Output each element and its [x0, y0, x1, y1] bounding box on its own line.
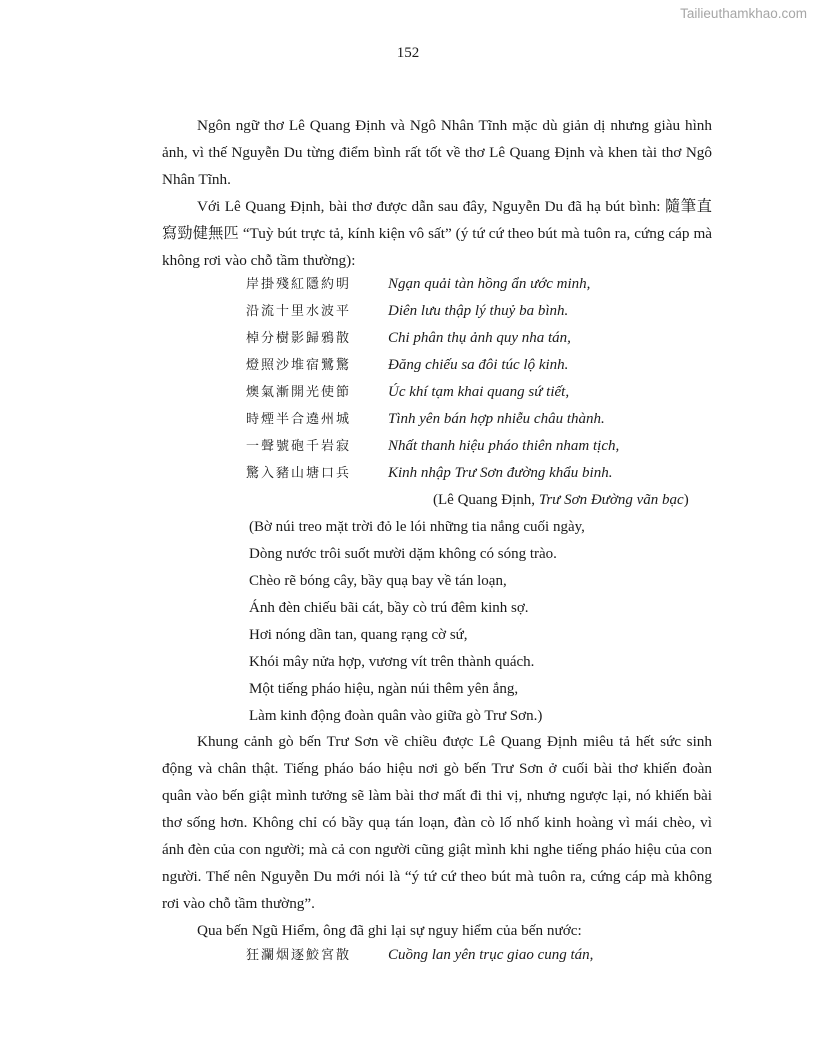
transliteration: Đăng chiếu sa đôi túc lộ kinh. [388, 357, 569, 373]
han-text: 一聲號砲千岩寂 [246, 439, 352, 454]
transliteration: Kinh nhập Trư Sơn đường khẩu binh. [388, 465, 613, 481]
translation-line: Chèo rẽ bóng cây, bầy quạ bay về tán loạn, [249, 573, 507, 589]
han-text: 燈照沙堆宿鷺驚 [246, 358, 352, 373]
poem-excerpt [246, 942, 593, 969]
paragraph: Ngôn ngữ thơ Lê Quang Định và Ngô Nhân Tĩnh mặc dù giản dị nhưng giàu hình ảnh, vì thế Nguyễn Du từng điểm bình rất tốt về thơ Lê Quang Định và khen tài thơ Ngô Nhân Tĩnh. [162, 117, 712, 188]
paragraph: Qua bến Ngũ Hiểm, ông đã ghi lại sự nguy hiểm của bến nước: [197, 922, 582, 939]
han-text: 狂瀾烟逐鮫宮散 [246, 948, 352, 963]
intro-paragraphs [162, 112, 712, 274]
translation-line: Khói mây nửa hợp, vương vít trên thành quách. [249, 654, 535, 670]
transliteration: Diên lưu thập lý thuỷ ba bình. [388, 303, 569, 319]
poem-line [246, 942, 593, 969]
han-text: 時煙半合遶州城 [246, 412, 352, 427]
han-text: 岸掛殘紅隱約明 [246, 277, 352, 292]
watermark: Tailieuthamkhao.com [680, 6, 807, 21]
transliteration: Chi phân thụ ảnh quy nha tán, [388, 330, 571, 346]
poem-line [246, 298, 619, 325]
translation-line: Ánh đèn chiếu bãi cát, bầy cò trú đêm kinh sợ. [249, 600, 529, 616]
translation-line: (Bờ núi treo mặt trời đỏ le lói những tia nắng cuối ngày, [249, 519, 585, 535]
han-text: 沿流十里水波平 [246, 304, 352, 319]
han-text: 燠氣漸開光使節 [246, 385, 352, 400]
han-text: 驚入豬山塘口兵 [246, 466, 352, 481]
poem-line [246, 460, 619, 487]
poem-citation [433, 487, 713, 514]
page-number: 152 [396, 45, 420, 61]
poem-translation [249, 514, 585, 730]
poem-line [246, 271, 619, 298]
citation-open: ( [433, 492, 438, 508]
poem-line [246, 352, 619, 379]
poem-line [246, 379, 619, 406]
translation-line: Làm kinh động đoàn quân vào giữa gò Trư Sơn.) [249, 708, 543, 724]
poem [246, 271, 619, 487]
transliteration: Tình yên bán hợp nhiễu châu thành. [388, 411, 605, 427]
translation-line: Hơi nóng dần tan, quang rạng cờ sứ, [249, 627, 468, 643]
han-text: 棹分樹影歸鴉散 [246, 331, 352, 346]
citation-work: Trư Sơn Đường vãn bạc [538, 492, 684, 508]
transliteration: Nhất thanh hiệu pháo thiên nham tịch, [388, 438, 620, 454]
poem-line [246, 325, 619, 352]
transliteration: Ngạn quải tàn hồng ẩn ước minh, [388, 276, 591, 292]
translation-line: Một tiếng pháo hiệu, ngàn núi thêm yên ắng, [249, 681, 519, 697]
citation-close: ) [683, 492, 689, 508]
poem-line [246, 406, 619, 433]
paragraph: Khung cảnh gò bến Trư Sơn về chiều được Lê Quang Định miêu tả hết sức sinh động và chân thật. Tiếng pháo báo hiệu nơi gò bến Trư Sơn ở cuối bài thơ khiến đoàn quân vào bến giật mình tưởng sẽ làm bài thơ mất đi thi vị, nhưng ngược lại, nó khiến bài thơ sống hơn. Không chỉ có bầy quạ tán loạn, đàn cò lố nhố kinh hoàng vì mái chèo, vì ánh đèn của con người; mà cả con người cũng giật mình khi nghe tiếng pháo hiệu của con người. Thế nên Nguyễn Du mới nói là “ý tứ cứ theo bút mà tuôn ra, cứng cáp mà không rơi vào chỗ tầm thường”. [162, 733, 712, 912]
poem-line [246, 433, 619, 460]
paragraph: Với Lê Quang Định, bài thơ được dẫn sau đây, Nguyễn Du đã hạ bút bình: 隨筆直寫勁健無匹 “Tuỳ bút trực tả, kính kiện vô sất” (ý tứ cứ theo bút mà tuôn ra, cứng cáp mà không rơi vào chỗ tầm thường): [162, 198, 712, 269]
analysis-paragraphs [162, 728, 712, 944]
transliteration: Cuồng lan yên trục giao cung tán, [388, 947, 594, 963]
translation-line: Dòng nước trôi suốt mười dặm không có sóng trào. [249, 546, 557, 562]
transliteration: Úc khí tạm khai quang sứ tiết, [388, 384, 570, 400]
citation-author: Lê Quang Định, [438, 492, 536, 508]
